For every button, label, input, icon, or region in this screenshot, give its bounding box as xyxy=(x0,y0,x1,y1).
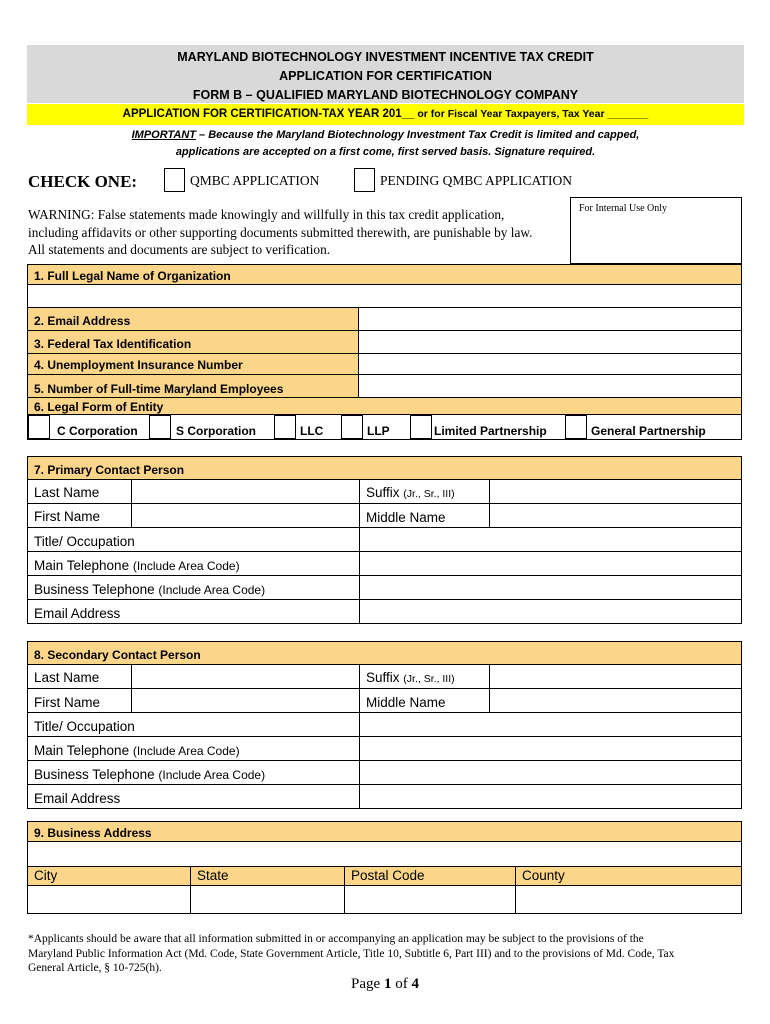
section-2-label xyxy=(27,307,359,331)
primary-business-phone-field[interactable] xyxy=(359,575,742,600)
primary-business-phone-label: Business Telephone (Include Area Code) xyxy=(34,582,266,597)
legal-name-field[interactable] xyxy=(27,284,742,308)
section-8-title: 8. Secondary Contact Person xyxy=(34,648,201,662)
section-1-header xyxy=(27,264,742,285)
primary-email-label: Email Address xyxy=(34,606,121,621)
primary-title-label-cell xyxy=(27,527,360,552)
internal-use-box xyxy=(570,197,742,264)
footnote-line-2: Maryland Public Information Act (Md. Code, State Government Article, Title 10, Subtitle 6, Part III) and to the provisions of Md. Code, Tax xyxy=(28,947,675,960)
city-field[interactable] xyxy=(27,885,191,914)
section-5-title: 5. Number of Full-time Maryland Employees xyxy=(34,382,284,396)
secondary-middle-name-label-cell xyxy=(359,688,490,713)
section-6-header xyxy=(27,397,742,415)
secondary-middle-name-label: Middle Name xyxy=(366,695,446,710)
c-corporation-checkbox[interactable] xyxy=(28,415,50,439)
primary-first-name-label-cell xyxy=(27,503,132,528)
warning-text xyxy=(28,206,573,259)
section-3-title: 3. Federal Tax Identification xyxy=(34,337,192,351)
footnote-line-3: General Article, § 10-725(h). xyxy=(28,962,162,974)
secondary-main-phone-label-cell xyxy=(27,736,360,761)
section-7-title: 7. Primary Contact Person xyxy=(34,463,185,477)
secondary-last-name-field[interactable] xyxy=(131,664,360,689)
email-address-field[interactable] xyxy=(358,307,742,331)
secondary-last-name-label-cell xyxy=(27,664,132,689)
secondary-first-name-label: First Name xyxy=(34,695,101,710)
qmbc-application-checkbox[interactable] xyxy=(164,168,185,192)
primary-suffix-label: Suffix (Jr., Sr., III) xyxy=(366,485,455,500)
county-label: County xyxy=(522,868,565,883)
city-label: City xyxy=(34,868,58,883)
secondary-main-phone-hint: (Include Area Code) xyxy=(132,744,240,758)
page-current: 1 xyxy=(383,976,392,992)
warning-line-2: including affidavits or other supporting documents submitted therewith, are punishable by law. xyxy=(28,224,533,240)
llc-checkbox[interactable] xyxy=(274,415,296,439)
secondary-last-name-label: Last Name xyxy=(34,670,100,685)
primary-business-phone-hint: (Include Area Code) xyxy=(158,583,266,597)
primary-title-label: Title/ Occupation xyxy=(34,534,135,549)
section-4-label xyxy=(27,353,359,375)
section-7-header xyxy=(27,456,742,480)
secondary-suffix-hint: (Jr., Sr., III) xyxy=(403,673,455,685)
secondary-middle-name-field[interactable] xyxy=(489,688,742,713)
secondary-main-phone-label: Main Telephone (Include Area Code) xyxy=(34,743,240,758)
secondary-suffix-field[interactable] xyxy=(489,664,742,689)
section-2-title: 2. Email Address xyxy=(34,314,131,328)
primary-last-name-field[interactable] xyxy=(131,479,360,504)
primary-suffix-field[interactable] xyxy=(489,479,742,504)
secondary-business-phone-hint: (Include Area Code) xyxy=(158,768,266,782)
important-notice xyxy=(27,127,744,161)
tax-year-main: APPLICATION FOR CERTIFICATION-TAX YEAR 201__ xyxy=(122,108,415,120)
llc-label: LLC xyxy=(300,424,324,438)
check-one-title: CHECK ONE: xyxy=(28,172,138,191)
primary-last-name-label: Last Name xyxy=(34,485,100,500)
page-prefix: Page xyxy=(351,976,384,992)
secondary-email-field[interactable] xyxy=(359,784,742,809)
footnote-line-1: *Applicants should be aware that all information submitted in or accompanying an application may be subject to the provisions of the xyxy=(28,933,644,945)
pending-qmbc-checkbox[interactable] xyxy=(354,168,375,192)
secondary-email-label: Email Address xyxy=(34,791,121,806)
primary-first-name-field[interactable] xyxy=(131,503,360,528)
secondary-business-phone-label-cell xyxy=(27,760,360,785)
llp-checkbox[interactable] xyxy=(341,415,363,439)
form-header xyxy=(27,45,744,103)
primary-suffix-label-cell xyxy=(359,479,490,504)
secondary-business-phone-field[interactable] xyxy=(359,760,742,785)
disclosure-footnote xyxy=(28,932,744,976)
warning-line-1: WARNING: False statements made knowingly and willfully in this tax credit application, xyxy=(28,207,505,222)
primary-business-phone-label-cell xyxy=(27,575,360,600)
section-9-title: 9. Business Address xyxy=(34,826,152,840)
limited-partnership-checkbox[interactable] xyxy=(410,415,432,439)
primary-email-field[interactable] xyxy=(359,599,742,624)
section-9-header xyxy=(27,821,742,842)
primary-email-label-cell xyxy=(27,599,360,624)
street-address-field[interactable] xyxy=(27,841,742,867)
important-line-2: applications are accepted on a first come, first served basis. Signature required. xyxy=(175,146,596,158)
secondary-title-label-cell xyxy=(27,712,360,737)
important-label: IMPORTANT xyxy=(131,129,196,141)
city-label-cell xyxy=(27,866,191,886)
tax-year-fiscal: or for Fiscal Year Taxpayers, Tax Year _______ xyxy=(414,108,649,120)
section-8-header xyxy=(27,641,742,665)
county-label-cell xyxy=(515,866,742,886)
postal-code-label-cell xyxy=(344,866,516,886)
section-1-title: 1. Full Legal Name of Organization xyxy=(34,269,231,283)
primary-title-field[interactable] xyxy=(359,527,742,552)
qmbc-application-label: QMBC APPLICATION xyxy=(190,173,320,188)
primary-middle-name-label: Middle Name xyxy=(366,510,446,525)
secondary-business-phone-label: Business Telephone (Include Area Code) xyxy=(34,767,266,782)
secondary-title-field[interactable] xyxy=(359,712,742,737)
secondary-title-label: Title/ Occupation xyxy=(34,719,135,734)
state-field[interactable] xyxy=(190,885,345,914)
section-6-title: 6. Legal Form of Entity xyxy=(34,400,164,414)
federal-tax-id-field[interactable] xyxy=(358,330,742,354)
secondary-email-label-cell xyxy=(27,784,360,809)
section-5-label xyxy=(27,374,359,398)
state-label: State xyxy=(197,868,229,883)
header-line-3: FORM B – QUALIFIED MARYLAND BIOTECHNOLOGY COMPANY xyxy=(192,88,579,102)
llp-label: LLP xyxy=(367,424,390,438)
primary-middle-name-field[interactable] xyxy=(489,503,742,528)
secondary-first-name-label-cell xyxy=(27,688,132,713)
section-3-label xyxy=(27,330,359,354)
county-field[interactable] xyxy=(515,885,742,914)
header-line-2: APPLICATION FOR CERTIFICATION xyxy=(279,69,492,83)
secondary-suffix-label-cell xyxy=(359,664,490,689)
primary-suffix-hint: (Jr., Sr., III) xyxy=(403,488,455,500)
primary-first-name-label: First Name xyxy=(34,509,101,524)
unemployment-insurance-field[interactable] xyxy=(358,353,742,375)
primary-middle-name-label-cell xyxy=(359,503,490,528)
primary-last-name-label-cell xyxy=(27,479,132,504)
page-total: 4 xyxy=(411,976,419,992)
secondary-first-name-field[interactable] xyxy=(131,688,360,713)
s-corporation-checkbox[interactable] xyxy=(149,415,171,439)
page-number xyxy=(0,976,770,993)
important-text: – Because the Maryland Biotechnology Investment Tax Credit is limited and capped, xyxy=(196,129,640,141)
section-4-title: 4. Unemployment Insurance Number xyxy=(34,358,243,372)
header-line-1: MARYLAND BIOTECHNOLOGY INVESTMENT INCENTIVE TAX CREDIT xyxy=(177,50,594,64)
primary-main-phone-label-cell xyxy=(27,551,360,576)
page-of: of xyxy=(391,976,412,992)
tax-year-bar xyxy=(27,104,744,125)
general-partnership-checkbox[interactable] xyxy=(565,415,587,439)
pending-qmbc-label: PENDING QMBC APPLICATION xyxy=(380,173,573,188)
state-label-cell xyxy=(190,866,345,886)
c-corporation-label: C Corporation xyxy=(57,424,138,438)
s-corporation-label: S Corporation xyxy=(176,424,256,438)
primary-main-phone-hint: (Include Area Code) xyxy=(132,559,240,573)
primary-main-phone-field[interactable] xyxy=(359,551,742,576)
primary-main-phone-label: Main Telephone (Include Area Code) xyxy=(34,558,240,573)
general-partnership-label: General Partnership xyxy=(591,424,706,438)
postal-code-field[interactable] xyxy=(344,885,516,914)
secondary-suffix-label: Suffix (Jr., Sr., III) xyxy=(366,670,455,685)
postal-code-label: Postal Code xyxy=(351,868,425,883)
secondary-main-phone-field[interactable] xyxy=(359,736,742,761)
limited-partnership-label: Limited Partnership xyxy=(434,424,547,438)
internal-use-label: For Internal Use Only xyxy=(579,203,668,214)
employee-count-field[interactable] xyxy=(358,374,742,398)
warning-line-3: All statements and documents are subject to verification. xyxy=(28,242,331,257)
